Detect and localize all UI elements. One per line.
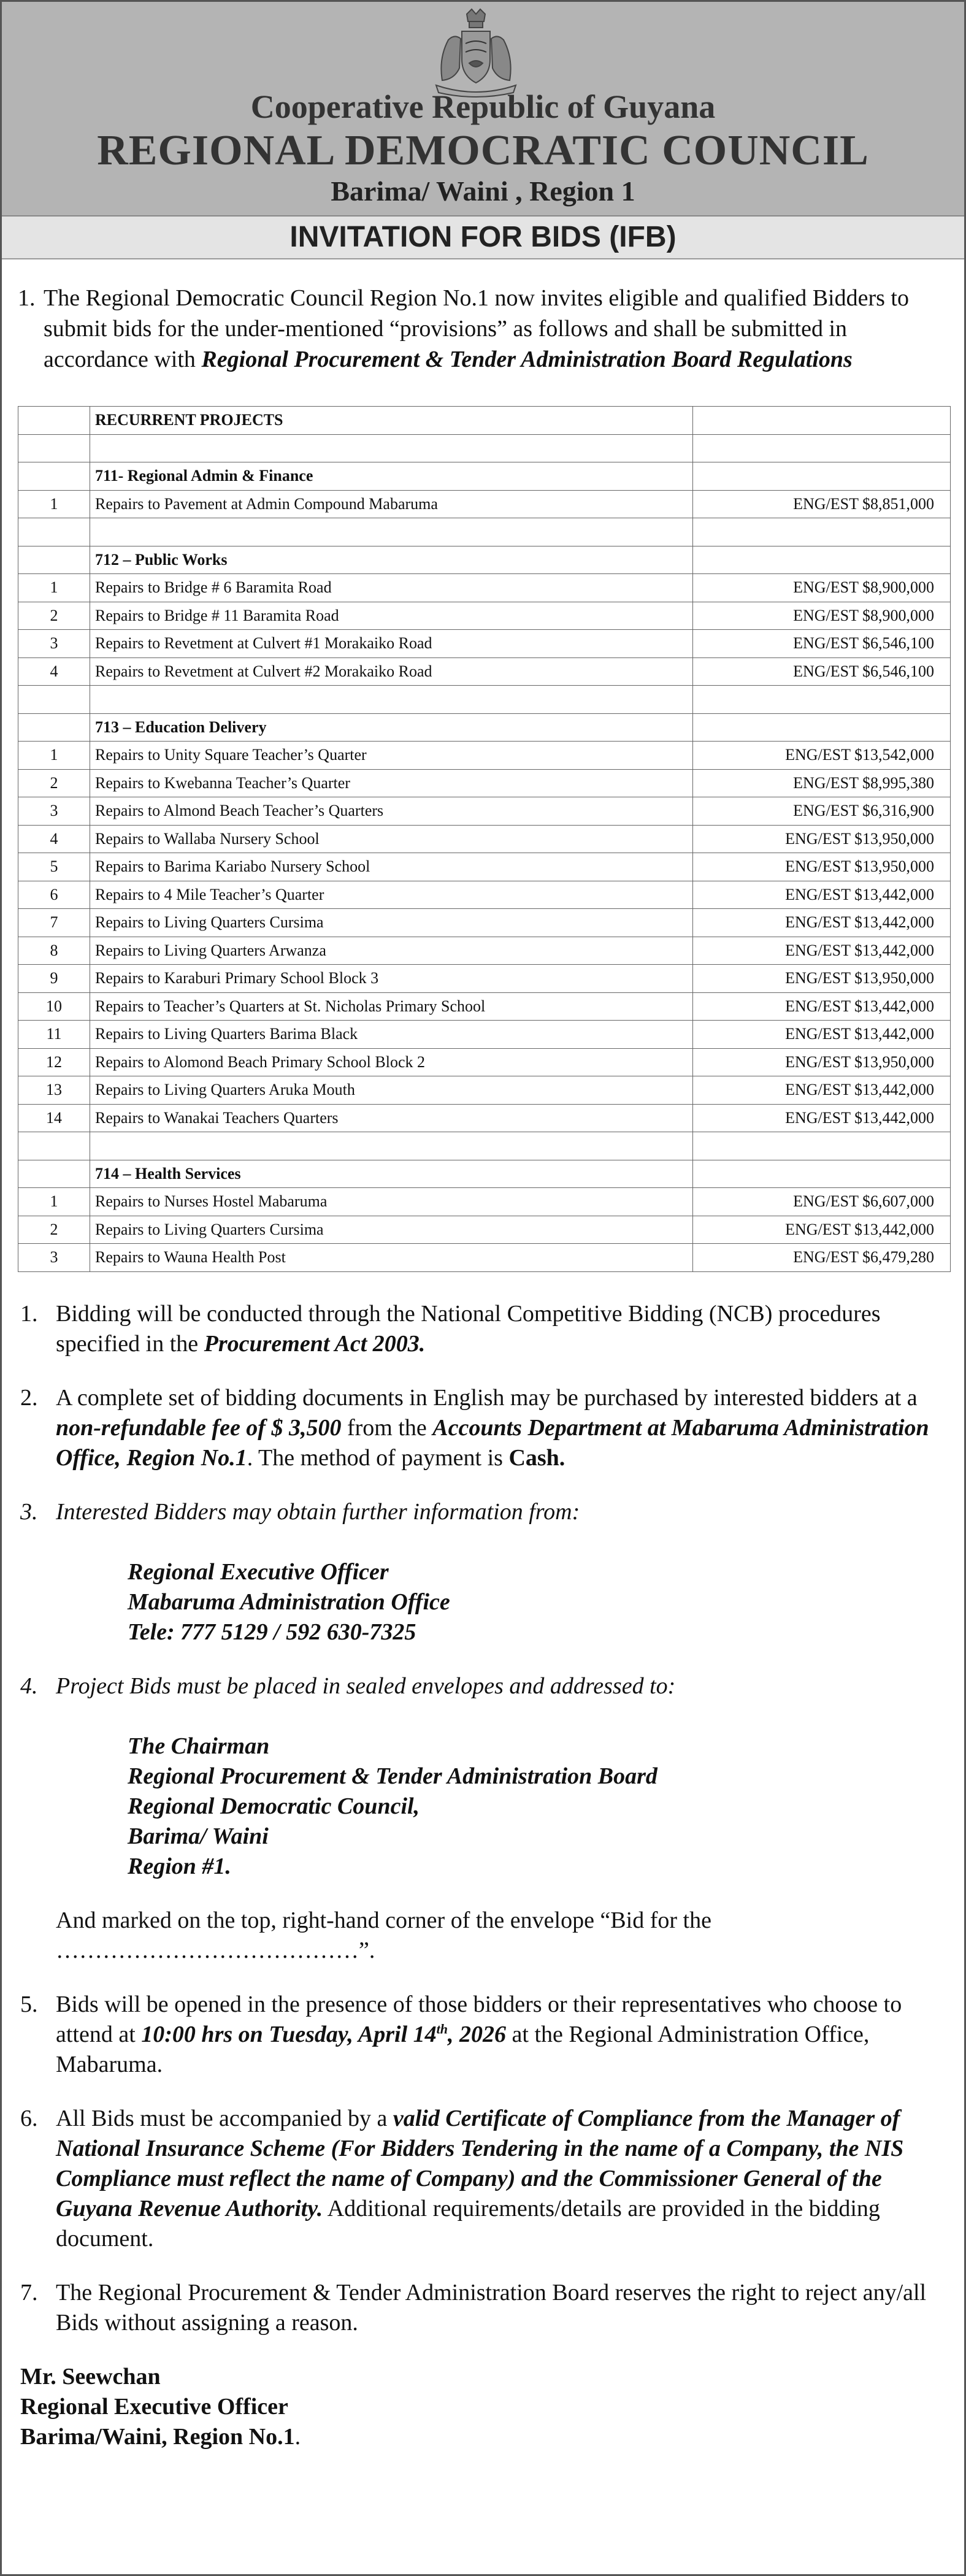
region-subtitle: Barima/ Waini , Region 1 (331, 175, 635, 207)
row-description: 714 – Health Services (90, 1160, 693, 1188)
row-description: Repairs to Living Quarters Barima Black (90, 1021, 693, 1049)
row-description: Repairs to Wanakai Teachers Quarters (90, 1104, 693, 1132)
table-row (18, 602, 951, 630)
row-amount: ENG/EST $6,546,100 (693, 657, 951, 686)
row-description: Repairs to Almond Beach Teacher’s Quarters (90, 797, 693, 826)
table-row (18, 1216, 951, 1244)
row-description: Repairs to Revetment at Culvert #2 Morakaiko Road (90, 657, 693, 686)
table-row (18, 937, 951, 965)
row-amount (693, 1160, 951, 1188)
table-row (18, 797, 951, 826)
table-row (18, 1244, 951, 1272)
intro-paragraph (18, 283, 951, 375)
coat-of-arms-icon (430, 7, 522, 99)
row-amount (693, 713, 951, 742)
row-number: 1 (18, 742, 90, 770)
row-amount: ENG/EST $13,442,000 (693, 881, 951, 909)
table-row (18, 657, 951, 686)
intro-text: The Regional Democratic Council Region No.1 now invites eligible and qualified Bidders to submit bids for the under-mentioned “provisions” as follows and shall be submitted in accordance with (44, 285, 909, 372)
row-number: 2 (18, 602, 90, 630)
row-number: 3 (18, 1244, 90, 1272)
row-number: 4 (18, 825, 90, 853)
section-header-row (18, 713, 951, 742)
projects-table (18, 406, 951, 1272)
row-description: 711- Regional Admin & Finance (90, 462, 693, 491)
row-amount (693, 407, 951, 435)
row-number: 7 (18, 909, 90, 937)
table-spacer-row (18, 1132, 951, 1160)
row-amount: ENG/EST $6,546,100 (693, 630, 951, 658)
row-number: 3 (18, 630, 90, 658)
row-description: Repairs to Kwebanna Teacher’s Quarter (90, 769, 693, 797)
intro-number: 1. (18, 285, 36, 311)
row-description: Repairs to Bridge # 6 Baramita Road (90, 574, 693, 602)
row-number: 9 (18, 965, 90, 993)
row-amount: ENG/EST $8,995,380 (693, 769, 951, 797)
signatory-name: Mr. Seewchan (20, 2364, 161, 2390)
row-amount (693, 546, 951, 574)
row-description: 713 – Education Delivery (90, 713, 693, 742)
table-row (18, 630, 951, 658)
table-heading-row (18, 407, 951, 435)
table-row (18, 1188, 951, 1216)
row-number (18, 407, 90, 435)
table-row (18, 742, 951, 770)
row-number: 4 (18, 657, 90, 686)
table-row (18, 1048, 951, 1076)
row-amount: ENG/EST $13,442,000 (693, 1076, 951, 1105)
table-row (18, 965, 951, 993)
row-number: 14 (18, 1104, 90, 1132)
row-amount: ENG/EST $8,900,000 (693, 574, 951, 602)
table-row (18, 1076, 951, 1105)
row-number (18, 518, 90, 546)
row-description: Repairs to Living Quarters Cursima (90, 909, 693, 937)
row-number: 1 (18, 490, 90, 518)
table-row (18, 490, 951, 518)
header (2, 2, 964, 217)
row-description: Repairs to Alomond Beach Primary School Block 2 (90, 1048, 693, 1076)
paragraph-3: 3. Interested Bidders may obtain further information from: (20, 1499, 580, 1525)
intro-emphasis: Regional Procurement & Tender Administration Board Regulations (201, 347, 853, 372)
paragraph-5: 5. Bids will be opened in the presence of those bidders or their representatives who choose to attend at 10:00 hrs on Tuesday, April 14th, 2026 at the Regional Administration Office, Mabaruma. (20, 1991, 902, 2077)
row-amount: ENG/EST $13,442,000 (693, 937, 951, 965)
row-amount: ENG/EST $13,442,000 (693, 1216, 951, 1244)
row-number (18, 434, 90, 462)
row-description (90, 518, 693, 546)
row-description (90, 434, 693, 462)
table-row (18, 769, 951, 797)
row-number: 12 (18, 1048, 90, 1076)
row-number (18, 713, 90, 742)
table-row (18, 992, 951, 1021)
row-amount: ENG/EST $13,542,000 (693, 742, 951, 770)
row-amount: ENG/EST $6,479,280 (693, 1244, 951, 1272)
row-description: 712 – Public Works (90, 546, 693, 574)
paragraph-2: 2. A complete set of bidding documents in English may be purchased by interested bidders at a non-refundable fee of $ 3,500 from the Accounts Department at Mabaruma Administration Office, Region No.1. The method of payment is Cash. (20, 1385, 929, 1471)
row-description: Repairs to Bridge # 11 Baramita Road (90, 602, 693, 630)
signature-block: Mr. Seewchan Regional Executive Officer Barima/Waini, Region No.1. (20, 2362, 951, 2452)
row-number: 5 (18, 853, 90, 881)
table-spacer-row (18, 434, 951, 462)
envelope-marking: And marked on the top, right-hand corner of the envelope “Bid for the …………………………………”. (56, 1907, 711, 1963)
signatory-title: Regional Executive Officer (20, 2394, 288, 2420)
row-description: Repairs to Teacher’s Quarters at St. Nicholas Primary School (90, 992, 693, 1021)
row-amount (693, 434, 951, 462)
paragraph-4: 4. Project Bids must be placed in sealed envelopes and addressed to: (20, 1673, 676, 1699)
table-row (18, 1021, 951, 1049)
table-row (18, 825, 951, 853)
table-row (18, 1104, 951, 1132)
table-spacer-row (18, 686, 951, 714)
row-description: Repairs to Living Quarters Aruka Mouth (90, 1076, 693, 1105)
council-title: REGIONAL DEMOCRATIC COUNCIL (97, 127, 869, 174)
signatory-region: Barima/Waini, Region No.1 (20, 2424, 295, 2450)
addressee-block: The Chairman Regional Procurement & Tender Administration Board Regional Democratic Council, Barima/ Waini Region #1. (128, 1733, 657, 1879)
row-number: 6 (18, 881, 90, 909)
section-header-row (18, 1160, 951, 1188)
row-amount (693, 462, 951, 491)
ifb-banner: INVITATION FOR BIDS (IFB) (2, 217, 964, 259)
row-amount: ENG/EST $13,442,000 (693, 1021, 951, 1049)
section-header-row (18, 462, 951, 491)
row-number: 10 (18, 992, 90, 1021)
conditions (20, 1299, 951, 2452)
contact-block: Regional Executive Officer Mabaruma Administration Office Tele: 777 5129 / 592 630-7325 (128, 1559, 450, 1645)
section-header-row (18, 546, 951, 574)
row-description: RECURRENT PROJECTS (90, 407, 693, 435)
row-number: 1 (18, 574, 90, 602)
row-description (90, 1132, 693, 1160)
table-spacer-row (18, 518, 951, 546)
row-number: 2 (18, 769, 90, 797)
row-number: 8 (18, 937, 90, 965)
row-description: Repairs to Wallaba Nursery School (90, 825, 693, 853)
row-description: Repairs to Barima Kariabo Nursery School (90, 853, 693, 881)
table-row (18, 574, 951, 602)
row-amount: ENG/EST $13,442,000 (693, 1104, 951, 1132)
row-amount: ENG/EST $13,950,000 (693, 965, 951, 993)
row-description: Repairs to Wauna Health Post (90, 1244, 693, 1272)
country-title: Cooperative Republic of Guyana (250, 88, 716, 125)
row-amount: ENG/EST $8,851,000 (693, 490, 951, 518)
row-number: 1 (18, 1188, 90, 1216)
row-description: Repairs to 4 Mile Teacher’s Quarter (90, 881, 693, 909)
row-amount: ENG/EST $6,316,900 (693, 797, 951, 826)
row-description: Repairs to Revetment at Culvert #1 Morakaiko Road (90, 630, 693, 658)
row-number: 13 (18, 1076, 90, 1105)
row-description: Repairs to Nurses Hostel Mabaruma (90, 1188, 693, 1216)
row-number: 2 (18, 1216, 90, 1244)
row-description: Repairs to Living Quarters Arwanza (90, 937, 693, 965)
row-description: Repairs to Living Quarters Cursima (90, 1216, 693, 1244)
paragraph-6: 6. All Bids must be accompanied by a valid Certificate of Compliance from the Manager of National Insurance Scheme (For Bidders Tendering in the name of a Company, the NIS Compliance must reflect the name of Company) and the Commissioner General of the Guyana Revenue Authority. Additional requirements/details are provided in the bidding document. (20, 2106, 904, 2252)
row-amount: ENG/EST $8,900,000 (693, 602, 951, 630)
paragraph-1: 1. Bidding will be conducted through the National Competitive Bidding (NCB) procedures specified in the Procurement Act 2003. (20, 1301, 881, 1357)
table-row (18, 909, 951, 937)
row-amount (693, 686, 951, 714)
row-description: Repairs to Unity Square Teacher’s Quarter (90, 742, 693, 770)
row-number (18, 1160, 90, 1188)
row-amount (693, 518, 951, 546)
row-amount: ENG/EST $13,950,000 (693, 1048, 951, 1076)
row-number: 3 (18, 797, 90, 826)
row-number (18, 686, 90, 714)
row-number (18, 462, 90, 491)
row-description (90, 686, 693, 714)
row-amount: ENG/EST $13,442,000 (693, 909, 951, 937)
row-amount: ENG/EST $13,950,000 (693, 825, 951, 853)
paragraph-7: 7. The Regional Procurement & Tender Administration Board reserves the right to reject any/all Bids without assigning a reason. (20, 2280, 927, 2336)
table-row (18, 881, 951, 909)
row-description: Repairs to Karaburi Primary School Block 3 (90, 965, 693, 993)
row-amount: ENG/EST $6,607,000 (693, 1188, 951, 1216)
row-number (18, 1132, 90, 1160)
row-amount: ENG/EST $13,442,000 (693, 992, 951, 1021)
row-amount: ENG/EST $13,950,000 (693, 853, 951, 881)
row-number (18, 546, 90, 574)
table-row (18, 853, 951, 881)
row-description: Repairs to Pavement at Admin Compound Mabaruma (90, 490, 693, 518)
row-amount (693, 1132, 951, 1160)
row-number: 11 (18, 1021, 90, 1049)
